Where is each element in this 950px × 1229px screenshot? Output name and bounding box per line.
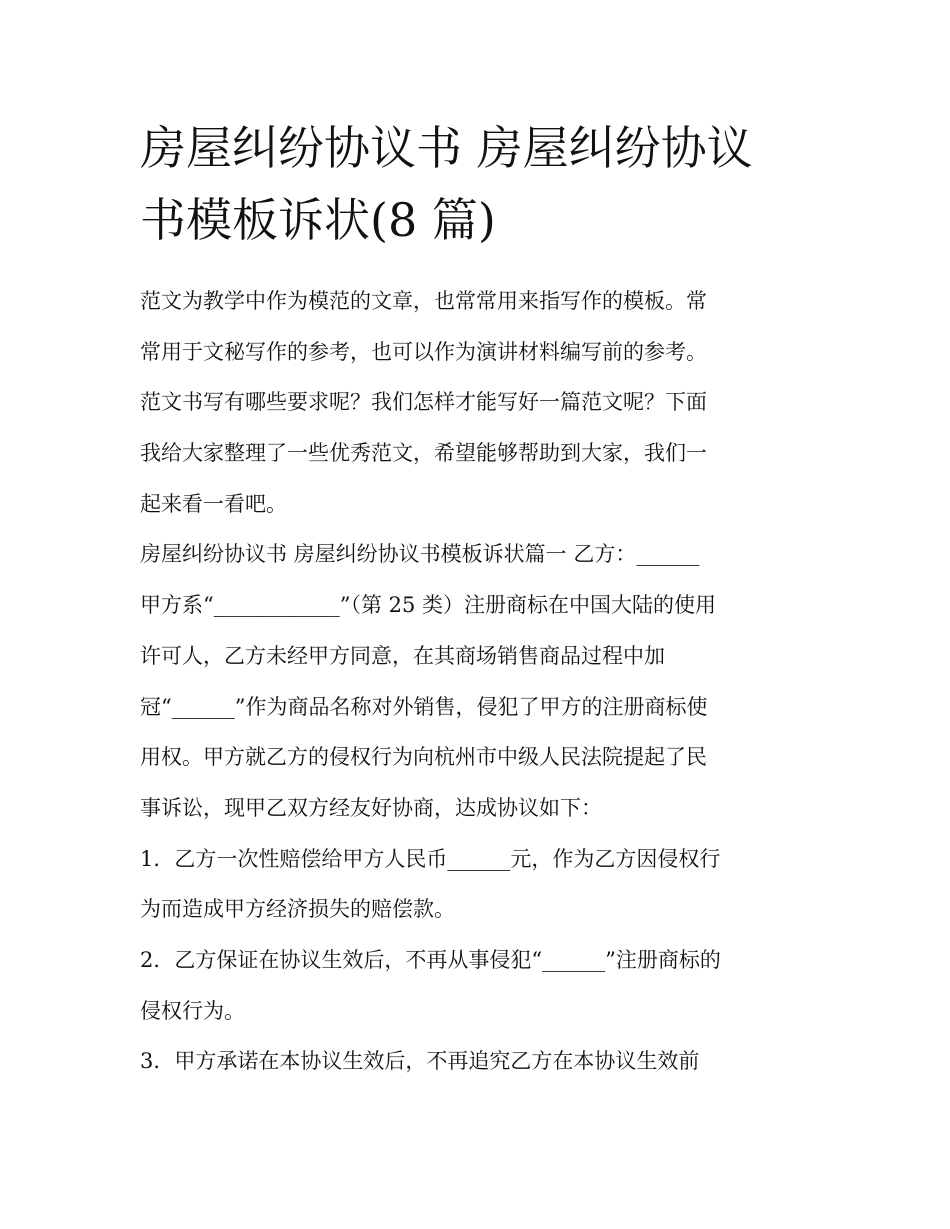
document-body [140,276,812,1087]
body-line: 范文为教学中作为模范的文章，也常常用来指写作的模板。常 [140,289,707,313]
body-line: 为而造成甲方经济损失的赔偿款。 [140,897,455,922]
body-line: 用权。甲方就乙方的侵权行为向杭州市中级人民法院提起了民 [140,745,707,770]
body-line: 事诉讼，现甲乙双方经友好协商，达成协议如下： [140,795,602,820]
list-item-1: 1．乙方一次性赔偿给甲方人民币______元，作为乙方因侵权行 [140,846,721,871]
list-item-3: 3．甲方承诺在本协议生效后，不再追究乙方在本协议生效前 [140,1049,700,1074]
body-line: 房屋纠纷协议书 房屋纠纷协议书模板诉状篇一 乙方：______ [140,542,700,567]
title-line-1: 房屋纠纷协议书 房屋纠纷协议 [140,121,753,175]
document-title [140,112,812,256]
body-line: 范文书写有哪些要求呢？我们怎样才能写好一篇范文呢？下面 [140,390,707,415]
body-line: 起来看一看吧。 [140,491,287,516]
body-line: 我给大家整理了一些优秀范文，希望能够帮助到大家，我们一 [140,441,707,466]
title-line-2: 书模板诉状(8 篇) [140,193,496,247]
body-line: 常用于文秘写作的参考，也可以作为演讲材料编写前的参考。 [140,339,707,364]
body-line: 侵权行为。 [140,998,245,1023]
list-item-2: 2．乙方保证在协议生效后，不再从事侵犯“______”注册商标的 [140,947,721,972]
body-line: 许可人，乙方未经甲方同意，在其商场销售商品过程中加 [140,643,665,668]
body-line: 甲方系“____________”（第 25 类）注册商标在中国大陆的使用 [140,593,717,618]
body-line: 冠“______”作为商品名称对外销售，侵犯了甲方的注册商标使 [140,694,708,719]
